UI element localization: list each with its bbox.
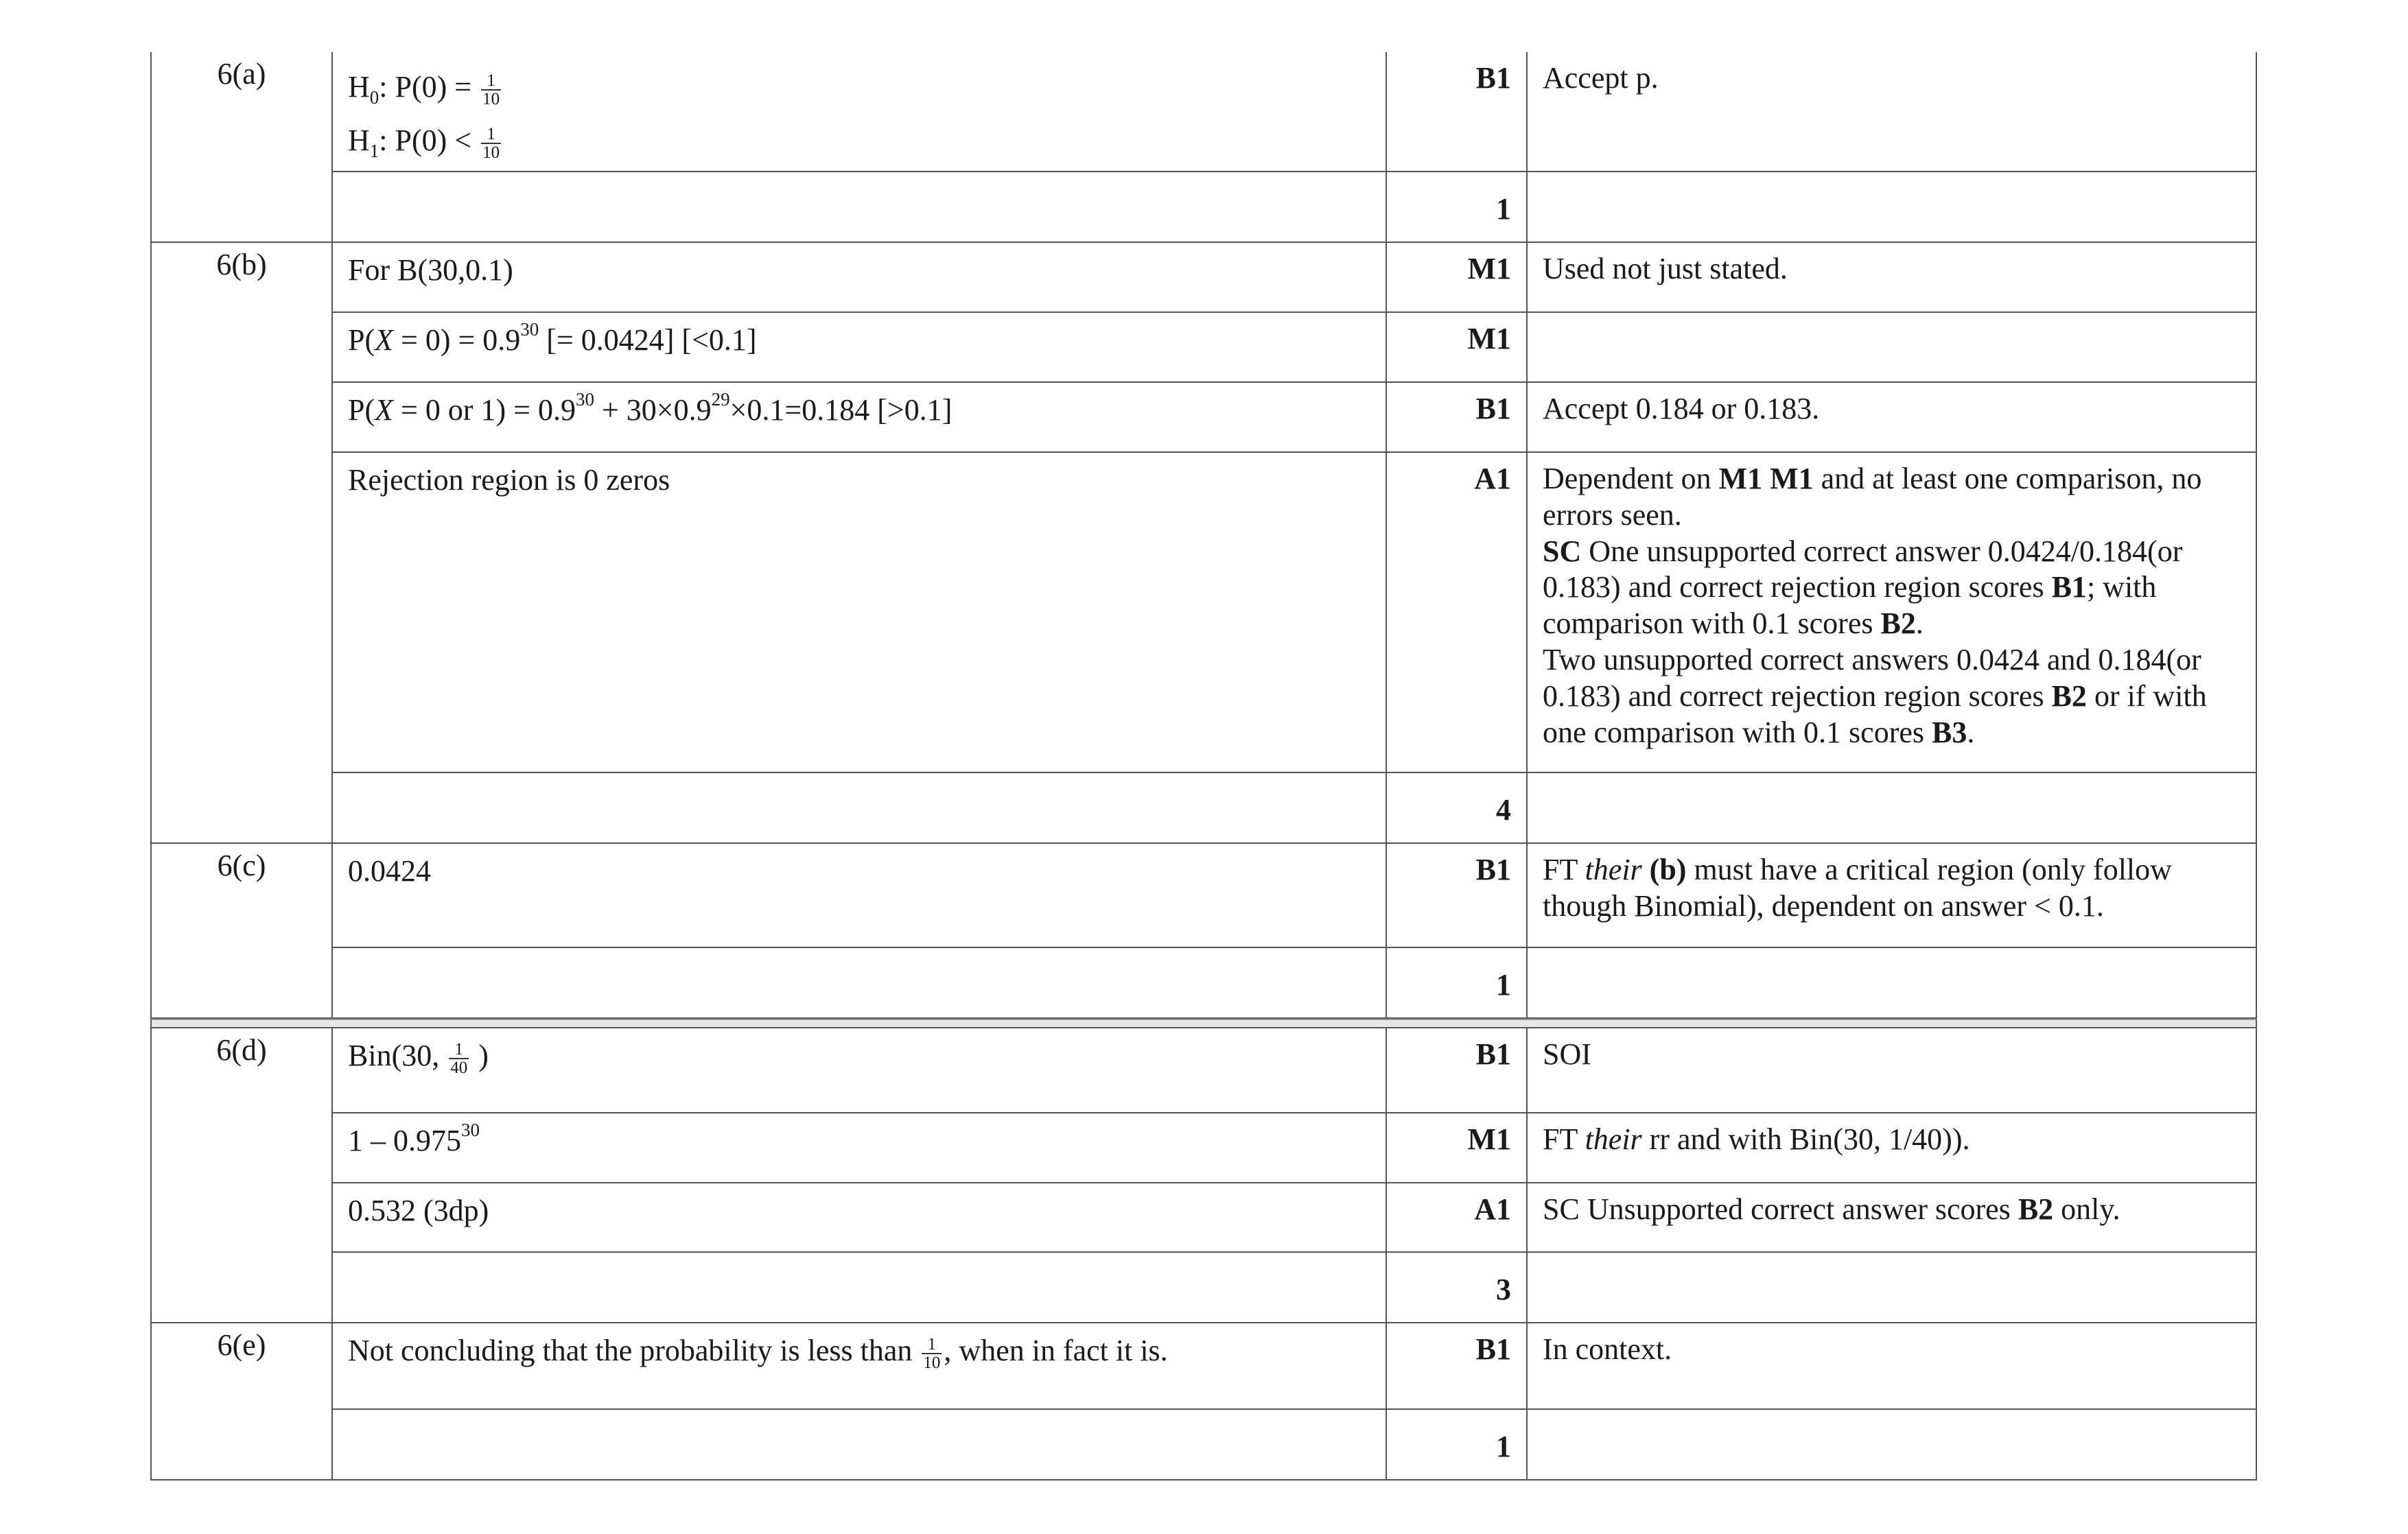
guidance-cell: Accept p. xyxy=(1543,61,1659,95)
mark-cell: B1 xyxy=(1387,52,1528,171)
guidance-cell: In context. xyxy=(1543,1332,1672,1366)
alternative-hypothesis: $H_1$: P(0) < $\frac{1}{10}$ xyxy=(348,123,500,162)
total-marks: 4 xyxy=(1387,773,1528,842)
answer-cell xyxy=(333,52,1387,171)
answer-row xyxy=(333,243,2256,313)
answer-row xyxy=(333,383,2256,453)
guidance-cell: Dependent on M1 M1 and at least one comparison, no errors seen. SC One unsupported correct answer 0.0424/0.184(or 0.183) and correct rejection region scores B1; with comparison with 0.1 scores B2. Two unsupported correct answers 0.0424 and 0.184(or 0.183) and correct rejection region scores B2 or if with one comparison with 0.1 scores B3. xyxy=(1543,462,2207,749)
fraction: $\frac{1}{10}$ xyxy=(482,124,500,162)
answer-cell: $P(X = 0) = 0.9^{30}$ [= 0.0424] [<0.1] xyxy=(333,313,1387,381)
total-marks: 1 xyxy=(1387,948,1528,1017)
fraction: $\frac{1}{10}$ xyxy=(923,1334,941,1372)
total-row xyxy=(333,773,2256,842)
answer-cell: P(X = 0 or $1) = 0.9^{30} + 30\times 0.9^{29}\times 0.1=0.184$ [>0.1] xyxy=(333,383,1387,451)
answer-cell: For B(30,0.1) xyxy=(333,243,1387,311)
answer-row xyxy=(333,844,2256,948)
total-marks: 3 xyxy=(1387,1253,1528,1322)
section-divider xyxy=(150,1019,2257,1027)
mark-scheme-table xyxy=(150,52,2257,1480)
answer-cell: Bin(30, $\frac{1}{40}$ ) xyxy=(333,1028,1387,1112)
answer-cell: Rejection region is 0 zeros xyxy=(333,453,1387,772)
answer-cell: 0.532 (3dp) xyxy=(333,1183,1387,1251)
mark-cell: A1 xyxy=(1387,453,1528,772)
total-row xyxy=(333,1410,2256,1479)
question-number: 6(d) xyxy=(152,1028,333,1322)
question-number: 6(b) xyxy=(152,243,333,842)
total-marks: 1 xyxy=(1387,1410,1528,1479)
guidance-cell: Accept 0.184 or 0.183. xyxy=(1543,392,1820,425)
mark-cell: B1 xyxy=(1387,1323,1528,1408)
answer-row xyxy=(333,1113,2256,1183)
guidance-cell: SOI xyxy=(1543,1037,1591,1071)
guidance-cell xyxy=(1528,313,2256,381)
mark-cell: B1 xyxy=(1387,844,1528,947)
mark-cell: M1 xyxy=(1387,313,1528,381)
mark-cell: M1 xyxy=(1387,243,1528,311)
question-6e-block xyxy=(150,1323,2257,1480)
mark-cell: B1 xyxy=(1387,1028,1528,1112)
answer-cell: 1 – 0.975$^{30}$ xyxy=(333,1113,1387,1182)
question-6a-block xyxy=(150,52,2257,243)
answer-row xyxy=(333,1183,2256,1253)
answer-row xyxy=(333,1028,2256,1113)
answer-row xyxy=(333,52,2256,172)
fraction: $\frac{1}{40}$ xyxy=(450,1039,468,1077)
mark-cell: M1 xyxy=(1387,1113,1528,1182)
total-row xyxy=(333,948,2256,1017)
question-number: 6(e) xyxy=(152,1323,333,1479)
question-number: 6(a) xyxy=(152,52,333,241)
guidance-cell: SC Unsupported correct answer scores B2 only. xyxy=(1543,1192,2120,1226)
guidance-cell: Used not just stated. xyxy=(1543,252,1788,285)
guidance-cell: FT their rr and with Bin(30, 1/40)). xyxy=(1543,1122,1970,1156)
null-hypothesis: $H_0$: P(0) = $\frac{1}{10}$ xyxy=(348,70,500,108)
answer-cell: 0.0424 xyxy=(333,844,1387,947)
answer-row xyxy=(333,313,2256,383)
question-6c-block xyxy=(150,844,2257,1019)
answer-cell: Not concluding that the probability is less than $\frac{1}{10}$ , when in fact it is. xyxy=(333,1323,1387,1408)
guidance-cell: FT their (b) must have a critical region (only follow though Binomial), dependent on answer < 0.1. xyxy=(1543,853,2172,923)
total-marks: 1 xyxy=(1387,172,1528,241)
mark-cell: B1 xyxy=(1387,383,1528,451)
mark-cell: A1 xyxy=(1387,1183,1528,1251)
question-number: 6(c) xyxy=(152,844,333,1017)
answer-row xyxy=(333,1323,2256,1410)
total-row xyxy=(333,1253,2256,1322)
total-row xyxy=(333,172,2256,241)
question-6d-block xyxy=(150,1027,2257,1323)
answer-row xyxy=(333,453,2256,773)
question-6b-block xyxy=(150,243,2257,844)
fraction: $\frac{1}{10}$ xyxy=(482,71,500,108)
